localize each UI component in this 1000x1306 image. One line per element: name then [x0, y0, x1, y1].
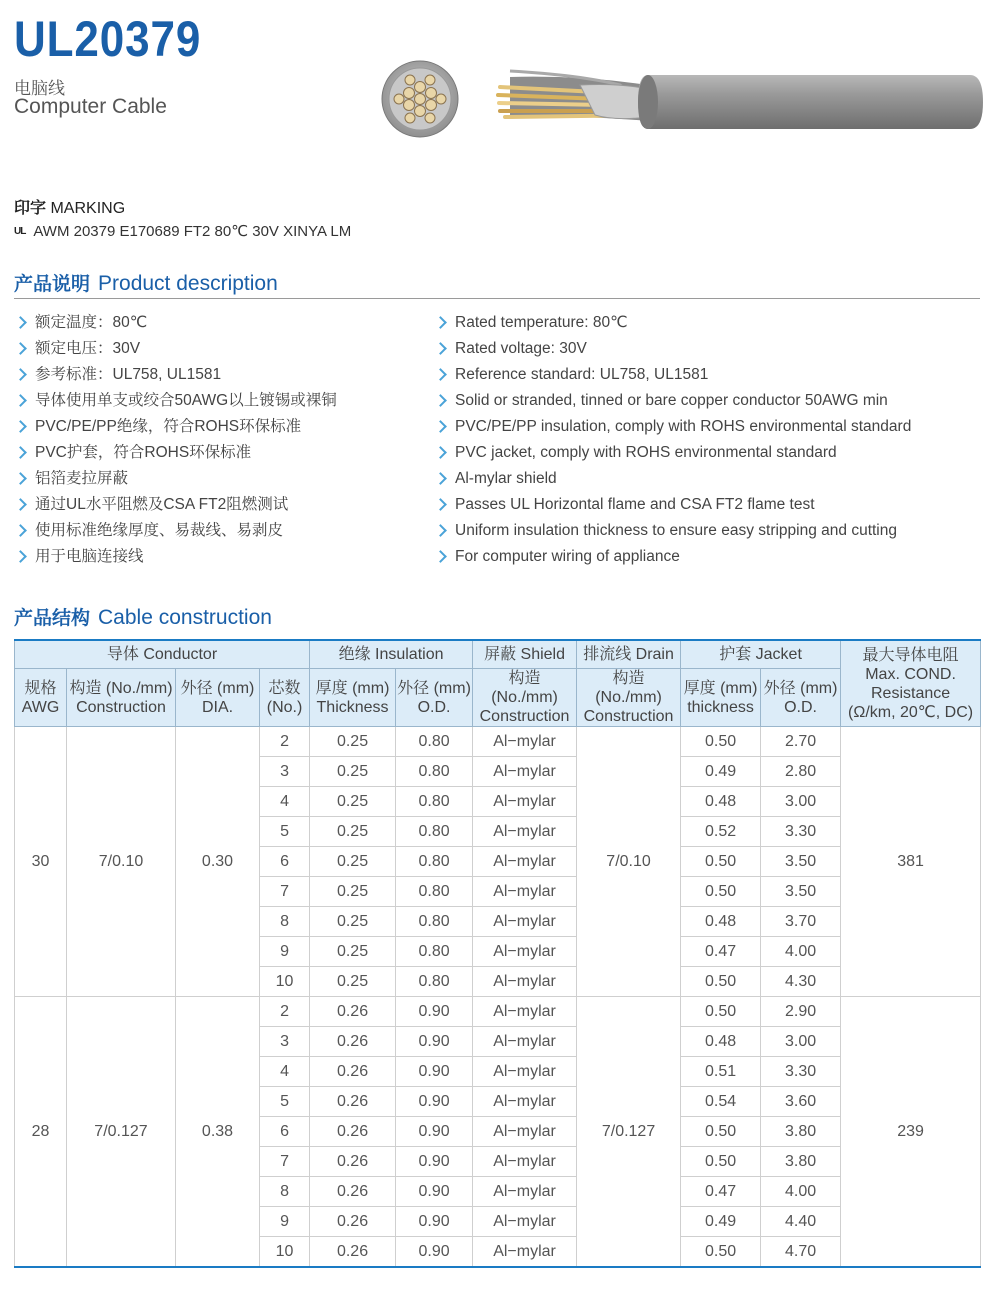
column-header-line: 外径 (mm)	[180, 679, 255, 697]
shield-cell: Al−mylar	[473, 1177, 577, 1207]
chevron-right-icon	[434, 368, 447, 381]
insulation-thickness-cell: 0.25	[310, 757, 396, 787]
awg-cell: 28	[15, 997, 67, 1268]
insulation-thickness-cell: 0.25	[310, 907, 396, 937]
chevron-right-icon	[14, 368, 27, 381]
insulation-od-cell: 0.90	[396, 1177, 473, 1207]
jacket-thickness-cell: 0.49	[681, 757, 761, 787]
jacket-od-cell: 4.00	[761, 937, 841, 967]
chevron-right-icon	[14, 524, 27, 537]
insulation-thickness-cell: 0.26	[310, 1147, 396, 1177]
marking-heading-en: MARKING	[50, 200, 126, 217]
chevron-right-icon	[434, 550, 447, 563]
jacket-thickness-cell: 0.47	[681, 937, 761, 967]
shield-cell: Al−mylar	[473, 817, 577, 847]
insulation-thickness-cell: 0.25	[310, 847, 396, 877]
chevron-right-icon	[434, 498, 447, 511]
jacket-thickness-cell: 0.50	[681, 1147, 761, 1177]
chevron-right-icon	[14, 446, 27, 459]
cores-cell: 8	[260, 1177, 310, 1207]
description-item-text: 铝箔麦拉屏蔽	[35, 470, 129, 487]
column-header-line: 构造 (No./mm)	[69, 679, 173, 697]
description-item	[434, 336, 911, 362]
construction-heading	[14, 603, 272, 630]
insulation-od-cell: 0.80	[396, 847, 473, 877]
shield-cell: Al−mylar	[473, 847, 577, 877]
jacket-thickness-cell: 0.54	[681, 1087, 761, 1117]
cores-cell: 6	[260, 847, 310, 877]
marking-heading	[14, 195, 125, 218]
column-header-line: DIA.	[201, 698, 234, 716]
chevron-right-icon	[434, 394, 447, 407]
column-header-line: thickness	[687, 698, 754, 716]
insulation-od-cell: 0.80	[396, 817, 473, 847]
chevron-right-icon	[14, 550, 27, 563]
insulation-od-cell: 0.90	[396, 1057, 473, 1087]
jacket-od-cell: 4.40	[761, 1207, 841, 1237]
jacket-od-cell: 2.90	[761, 997, 841, 1027]
description-item-text: Rated temperature: 80℃	[455, 314, 628, 331]
conductor-dia-cell: 0.38	[176, 997, 260, 1268]
description-item-text: 额定温度：80℃	[35, 314, 148, 331]
chevron-right-icon	[434, 472, 447, 485]
insulation-od-cell: 0.80	[396, 727, 473, 757]
cores-cell: 7	[260, 1147, 310, 1177]
jacket-od-cell: 2.70	[761, 727, 841, 757]
cores-cell: 4	[260, 1057, 310, 1087]
jacket-thickness-cell: 0.50	[681, 847, 761, 877]
description-item-text: Solid or stranded, tinned or bare copper conductor 50AWG min	[455, 392, 888, 409]
cable-side-icon	[498, 71, 983, 129]
chevron-right-icon	[14, 420, 27, 433]
shield-cell: Al−mylar	[473, 727, 577, 757]
insulation-thickness-cell: 0.25	[310, 727, 396, 757]
jacket-thickness-cell: 0.50	[681, 967, 761, 997]
column-header	[15, 669, 67, 727]
description-item-text: 使用标准绝缘厚度、易裁线、易剥皮	[35, 522, 284, 539]
insulation-od-cell: 0.90	[396, 1237, 473, 1268]
description-item-text: Reference standard: UL758, UL1581	[455, 366, 709, 383]
insulation-thickness-cell: 0.26	[310, 1087, 396, 1117]
description-item-text: 通过UL水平阻燃及CSA FT2阻燃测试	[35, 496, 289, 513]
description-item	[14, 518, 337, 544]
description-item	[434, 440, 911, 466]
shield-cell: Al−mylar	[473, 967, 577, 997]
conductor-construction-cell: 7/0.10	[67, 727, 176, 997]
marking-text: AWM 20379 E170689 FT2 80℃ 30V XINYA LM	[33, 223, 352, 240]
insulation-od-cell: 0.80	[396, 757, 473, 787]
group-header-insulation: 绝缘 Insulation	[310, 640, 473, 669]
jacket-thickness-cell: 0.52	[681, 817, 761, 847]
description-item	[14, 544, 337, 570]
description-item-text: Passes UL Horizontal flame and CSA FT2 flame test	[455, 496, 815, 513]
jacket-thickness-cell: 0.49	[681, 1207, 761, 1237]
jacket-thickness-cell: 0.50	[681, 1237, 761, 1268]
jacket-od-cell: 2.80	[761, 757, 841, 787]
column-header	[176, 669, 260, 727]
resistance-header-line: (Ω/km, 20℃, DC)	[848, 703, 974, 721]
shield-cell: Al−mylar	[473, 1207, 577, 1237]
group-header-shield: 屏蔽 Shield	[473, 640, 577, 669]
table-row	[15, 727, 981, 757]
column-header-line: O.D.	[417, 698, 451, 716]
chevron-right-icon	[14, 342, 27, 355]
jacket-od-cell: 4.00	[761, 1177, 841, 1207]
insulation-thickness-cell: 0.26	[310, 1117, 396, 1147]
subtitle-chinese: 电脑线	[14, 79, 65, 98]
insulation-od-cell: 0.80	[396, 787, 473, 817]
shield-cell: Al−mylar	[473, 1237, 577, 1268]
insulation-od-cell: 0.80	[396, 907, 473, 937]
insulation-thickness-cell: 0.26	[310, 997, 396, 1027]
cores-cell: 3	[260, 1027, 310, 1057]
jacket-thickness-cell: 0.50	[681, 877, 761, 907]
description-item	[14, 362, 337, 388]
shield-cell: Al−mylar	[473, 997, 577, 1027]
description-item	[434, 388, 911, 414]
description-item	[14, 388, 337, 414]
marking-heading-cn: 印字	[14, 200, 47, 217]
insulation-thickness-cell: 0.26	[310, 1207, 396, 1237]
jacket-od-cell: 3.50	[761, 847, 841, 877]
description-heading-cn: 产品说明	[14, 274, 91, 295]
jacket-od-cell: 4.70	[761, 1237, 841, 1268]
shield-cell: Al−mylar	[473, 1087, 577, 1117]
column-header-line: 外径 (mm)	[397, 679, 471, 697]
chevron-right-icon	[14, 498, 27, 511]
cores-cell: 10	[260, 967, 310, 997]
conductor-dia-cell: 0.30	[176, 727, 260, 997]
insulation-thickness-cell: 0.26	[310, 1027, 396, 1057]
insulation-thickness-cell: 0.26	[310, 1237, 396, 1268]
shield-cell: Al−mylar	[473, 907, 577, 937]
table-row	[15, 997, 981, 1027]
shield-cell: Al−mylar	[473, 757, 577, 787]
cores-cell: 7	[260, 877, 310, 907]
cores-cell: 10	[260, 1237, 310, 1268]
jacket-od-cell: 3.60	[761, 1087, 841, 1117]
description-item	[14, 336, 337, 362]
jacket-od-cell: 3.30	[761, 817, 841, 847]
column-header-line: AWG	[21, 698, 60, 716]
column-header-line: O.D.	[784, 698, 817, 716]
insulation-thickness-cell: 0.25	[310, 937, 396, 967]
shield-cell: Al−mylar	[473, 1147, 577, 1177]
cores-cell: 5	[260, 817, 310, 847]
insulation-od-cell: 0.90	[396, 997, 473, 1027]
description-item-text: Rated voltage: 30V	[455, 340, 587, 357]
description-item-text: Uniform insulation thickness to ensure easy stripping and cutting	[455, 522, 897, 539]
resistance-cell: 239	[841, 997, 981, 1268]
description-item	[14, 414, 337, 440]
chevron-right-icon	[434, 316, 447, 329]
cores-cell: 6	[260, 1117, 310, 1147]
resistance-cell: 381	[841, 727, 981, 997]
group-header-drain: 排流线 Drain	[577, 640, 681, 669]
description-item	[434, 414, 911, 440]
insulation-thickness-cell: 0.25	[310, 817, 396, 847]
column-header-line: Construction	[479, 708, 570, 725]
column-header	[310, 669, 396, 727]
column-header	[473, 669, 577, 727]
jacket-od-cell: 3.00	[761, 787, 841, 817]
group-header-jacket: 护套 Jacket	[681, 640, 841, 669]
column-header-line: 构造 (No./mm)	[595, 670, 662, 706]
resistance-header-line: Max. COND.	[865, 665, 956, 683]
jacket-od-cell: 4.30	[761, 967, 841, 997]
insulation-od-cell: 0.80	[396, 937, 473, 967]
jacket-od-cell: 3.80	[761, 1147, 841, 1177]
column-header	[681, 669, 761, 727]
cores-cell: 2	[260, 727, 310, 757]
description-item-text: PVC护套，符合ROHS环保标准	[35, 444, 252, 461]
shield-cell: Al−mylar	[473, 877, 577, 907]
insulation-thickness-cell: 0.25	[310, 877, 396, 907]
description-heading	[14, 269, 278, 296]
description-item	[434, 544, 911, 570]
description-item-text: PVC jacket, comply with ROHS environmental standard	[455, 444, 837, 461]
group-header-conductor: 导体 Conductor	[15, 640, 310, 669]
insulation-od-cell: 0.90	[396, 1207, 473, 1237]
resistance-header-line: 最大导体电阻	[862, 646, 959, 664]
shield-cell: Al−mylar	[473, 1027, 577, 1057]
jacket-thickness-cell: 0.48	[681, 907, 761, 937]
jacket-od-cell: 3.80	[761, 1117, 841, 1147]
column-header-line: 厚度 (mm)	[315, 679, 390, 697]
description-item-text: Al-mylar shield	[455, 470, 557, 487]
column-header	[260, 669, 310, 727]
insulation-thickness-cell: 0.26	[310, 1057, 396, 1087]
cores-cell: 2	[260, 997, 310, 1027]
cable-illustration	[380, 55, 986, 147]
jacket-thickness-cell: 0.50	[681, 727, 761, 757]
resistance-header-line: Resistance	[870, 684, 951, 702]
insulation-od-cell: 0.90	[396, 1117, 473, 1147]
description-list-en	[434, 310, 911, 570]
description-list-cn	[14, 310, 337, 570]
construction-heading-en: Cable construction	[98, 606, 272, 629]
column-header-line: Construction	[76, 698, 166, 716]
column-header-line: (No.)	[266, 698, 303, 716]
resistance-header	[841, 640, 981, 727]
column-header	[67, 669, 176, 727]
chevron-right-icon	[434, 342, 447, 355]
jacket-od-cell: 3.00	[761, 1027, 841, 1057]
jacket-od-cell: 3.30	[761, 1057, 841, 1087]
marking-line	[14, 222, 351, 240]
jacket-thickness-cell: 0.47	[681, 1177, 761, 1207]
column-header-line: 芯数	[268, 679, 301, 697]
shield-cell: Al−mylar	[473, 937, 577, 967]
chevron-right-icon	[434, 446, 447, 459]
insulation-od-cell: 0.90	[396, 1147, 473, 1177]
cores-cell: 3	[260, 757, 310, 787]
description-heading-en: Product description	[98, 272, 278, 295]
cores-cell: 8	[260, 907, 310, 937]
jacket-thickness-cell: 0.51	[681, 1057, 761, 1087]
cross-section-icon	[382, 61, 458, 137]
jacket-od-cell: 3.70	[761, 907, 841, 937]
description-item-text: PVC/PE/PP insulation, comply with ROHS environmental standard	[455, 418, 912, 435]
column-header-line: 规格	[24, 679, 57, 697]
divider	[14, 298, 980, 299]
shield-cell: Al−mylar	[473, 1117, 577, 1147]
jacket-thickness-cell: 0.48	[681, 1027, 761, 1057]
cores-cell: 4	[260, 787, 310, 817]
chevron-right-icon	[434, 420, 447, 433]
description-item	[434, 466, 911, 492]
construction-table	[14, 639, 981, 1268]
jacket-thickness-cell: 0.50	[681, 997, 761, 1027]
column-header	[761, 669, 841, 727]
cores-cell: 9	[260, 937, 310, 967]
description-item-text: 参考标准：UL758, UL1581	[35, 366, 222, 383]
description-item-text: For computer wiring of appliance	[455, 548, 680, 565]
shield-cell: Al−mylar	[473, 1057, 577, 1087]
chevron-right-icon	[14, 394, 27, 407]
insulation-thickness-cell: 0.25	[310, 967, 396, 997]
description-item	[434, 492, 911, 518]
drain-construction-cell: 7/0.10	[577, 727, 681, 997]
description-item	[434, 362, 911, 388]
insulation-od-cell: 0.90	[396, 1027, 473, 1057]
ul-logo-icon: UL	[14, 225, 26, 237]
subtitle-english: Computer Cable	[14, 95, 167, 118]
column-header-line: Construction	[583, 708, 674, 725]
awg-cell: 30	[15, 727, 67, 997]
insulation-od-cell: 0.80	[396, 877, 473, 907]
insulation-od-cell: 0.90	[396, 1087, 473, 1117]
product-title: UL20379	[14, 11, 202, 67]
jacket-thickness-cell: 0.50	[681, 1117, 761, 1147]
description-item-text: 用于电脑连接线	[35, 548, 144, 565]
description-item	[14, 466, 337, 492]
description-item-text: 额定电压：30V	[35, 340, 141, 357]
cores-cell: 5	[260, 1087, 310, 1117]
description-item	[14, 310, 337, 336]
column-header-line: Thickness	[316, 698, 389, 716]
description-item	[14, 440, 337, 466]
shield-cell: Al−mylar	[473, 787, 577, 817]
chevron-right-icon	[434, 524, 447, 537]
description-item	[434, 518, 911, 544]
drain-construction-cell: 7/0.127	[577, 997, 681, 1268]
insulation-thickness-cell: 0.26	[310, 1177, 396, 1207]
chevron-right-icon	[14, 316, 27, 329]
insulation-thickness-cell: 0.25	[310, 787, 396, 817]
description-item	[434, 310, 911, 336]
column-header-line: 构造 (No./mm)	[491, 670, 558, 706]
column-header-line: 厚度 (mm)	[683, 679, 758, 697]
construction-heading-cn: 产品结构	[14, 608, 91, 629]
insulation-od-cell: 0.80	[396, 967, 473, 997]
jacket-thickness-cell: 0.48	[681, 787, 761, 817]
column-header-line: 外径 (mm)	[763, 679, 838, 697]
conductor-construction-cell: 7/0.127	[67, 997, 176, 1268]
column-header	[577, 669, 681, 727]
cores-cell: 9	[260, 1207, 310, 1237]
description-item	[14, 492, 337, 518]
jacket-od-cell: 3.50	[761, 877, 841, 907]
description-item-text: PVC/PE/PP绝缘，符合ROHS环保标准	[35, 418, 302, 435]
column-header	[396, 669, 473, 727]
description-item-text: 导体使用单支或绞合50AWG以上镀锡或裸铜	[35, 392, 337, 409]
chevron-right-icon	[14, 472, 27, 485]
